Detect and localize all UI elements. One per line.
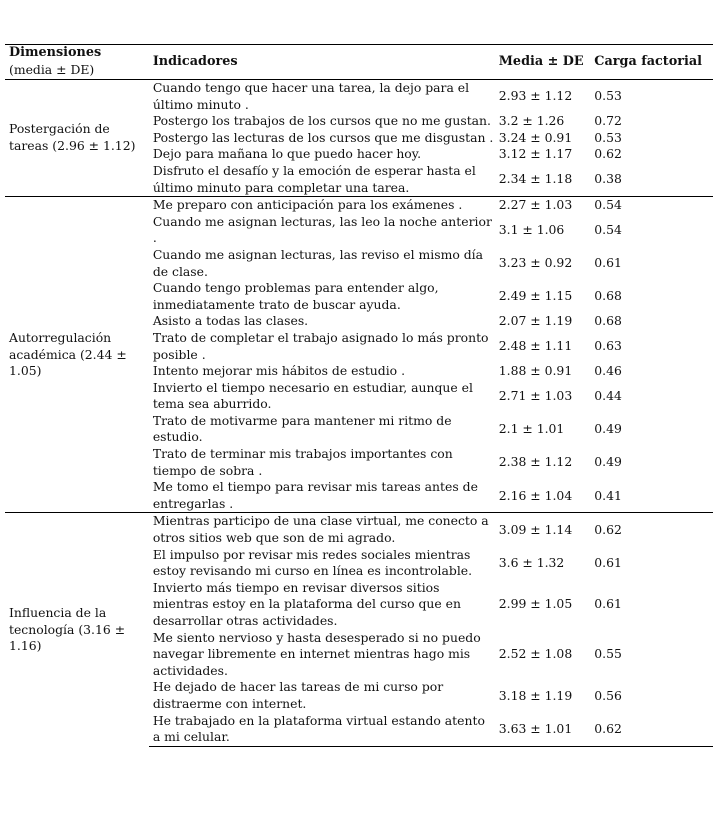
loading-cell: 0.54 <box>590 197 713 214</box>
mean-cell: 2.27 ± 1.03 <box>495 197 591 214</box>
loading-cell: 0.46 <box>594 363 622 379</box>
indicator-cell: Trato de motivarme para mantener mi ritmo de estudio. <box>152 412 452 445</box>
indicator-cell: Cuando me asignan lecturas, las leo la noche anterior . <box>152 213 492 246</box>
header-indicators: Indicadores <box>149 45 495 80</box>
dimension-cell: Influencia de la tecnología (3.16 ± 1.16) <box>5 513 149 746</box>
mean-cell: 3.18 ± 1.19 <box>498 687 573 703</box>
table-row <box>5 197 713 214</box>
indicator-cell: El impulso por revisar mis redes sociales mientras estoy revisando mi curso en línea es incontrolable. <box>152 546 473 579</box>
loading-cell: 0.61 <box>594 554 622 570</box>
mean-cell: 3.63 ± 1.01 <box>495 713 591 747</box>
mean-cell: 2.49 ± 1.15 <box>498 288 573 304</box>
mean-cell: 2.52 ± 1.08 <box>498 646 573 662</box>
header-loading: Carga factorial <box>590 45 713 80</box>
table-row <box>5 513 713 547</box>
mean-cell: 3.6 ± 1.32 <box>498 554 565 570</box>
loading-cell: 0.55 <box>594 646 622 662</box>
indicator-cell: He dejado de hacer las tareas de mi curso por distraerme con internet. <box>152 679 444 711</box>
indicator-cell: Me siento nervioso y hasta desesperado si no puedo navegar libremente en internet mientras hago mis actividades. <box>152 629 481 678</box>
loading-cell: 0.61 <box>594 255 622 271</box>
loading-cell: 0.44 <box>594 387 622 403</box>
loading-cell: 0.62 <box>590 513 713 547</box>
indicator-cell: Asisto a todas las clases. <box>152 313 309 329</box>
loading-cell: 0.62 <box>590 713 713 747</box>
loading-cell: 0.54 <box>594 222 622 238</box>
mean-cell: 3.23 ± 0.92 <box>498 255 573 271</box>
loading-cell: 0.63 <box>594 338 622 354</box>
loading-cell: 0.53 <box>594 129 622 145</box>
loading-cell: 0.41 <box>594 487 622 503</box>
indicator-cell: Invierto el tiempo necesario en estudiar, aunque el tema sea aburrido. <box>152 379 473 412</box>
loading-cell: 0.68 <box>594 288 622 304</box>
indicator-cell: Dejo para mañana lo que puedo hacer hoy. <box>152 146 422 162</box>
dimension-cell: Autorregulación académica (2.44 ± 1.05) <box>5 197 149 513</box>
mean-cell: 2.16 ± 1.04 <box>498 487 573 503</box>
loading-cell: 0.56 <box>594 687 622 703</box>
loading-cell: 0.61 <box>594 596 622 612</box>
loading-cell: 0.38 <box>594 171 622 187</box>
loading-cell: 0.49 <box>594 421 622 437</box>
indicator-cell: Me preparo con anticipación para los exámenes . <box>149 197 495 214</box>
indicator-cell: Invierto más tiempo en revisar diversos sitios mientras estoy en la plataforma del curso que en desarrollar otras actividades. <box>152 579 461 628</box>
header-mean: Media ± DE <box>495 45 591 80</box>
mean-cell: 3.2 ± 1.26 <box>498 113 565 129</box>
indicator-cell: Intento mejorar mis hábitos de estudio . <box>152 363 406 379</box>
mean-cell: 2.1 ± 1.01 <box>498 421 565 437</box>
indicator-cell: Mientras participo de una clase virtual, me conecto a otros sitios web que son de mi agrado. <box>149 513 495 547</box>
mean-cell: 2.93 ± 1.12 <box>495 80 591 114</box>
table-body <box>5 80 713 747</box>
mean-cell: 1.88 ± 0.91 <box>498 363 573 379</box>
indicator-cell: Postergo los trabajos de los cursos que no me gustan. <box>152 113 491 129</box>
mean-cell: 2.48 ± 1.11 <box>498 338 573 354</box>
header-row <box>5 45 713 80</box>
mean-cell: 3.24 ± 0.91 <box>498 129 573 145</box>
indicator-cell: Cuando me asignan lecturas, las reviso el mismo día de clase. <box>152 246 484 279</box>
mean-cell: 2.99 ± 1.05 <box>498 596 573 612</box>
mean-cell: 2.38 ± 1.12 <box>498 454 573 470</box>
indicator-cell: Disfruto el desafío y la emoción de esperar hasta el último minuto para completar una tarea. <box>152 162 476 195</box>
indicator-cell: Trato de completar el trabajo asignado lo más pronto posible . <box>152 329 489 362</box>
header-dim-sub: (media ± DE) <box>9 62 95 77</box>
mean-cell: 3.09 ± 1.14 <box>495 513 591 547</box>
indicator-cell: Trato de terminar mis trabajos importantes con tiempo de sobra . <box>152 446 453 478</box>
indicator-cell: Cuando tengo problemas para entender algo, inmediatamente trato de buscar ayuda. <box>152 280 439 312</box>
mean-cell: 3.1 ± 1.06 <box>498 222 565 238</box>
indicator-cell: He trabajado en la plataforma virtual estando atento a mi celular. <box>149 713 495 747</box>
dimension-cell: Postergación de tareas (2.96 ± 1.12) <box>5 80 149 197</box>
loading-cell: 0.62 <box>594 146 622 162</box>
mean-cell: 2.34 ± 1.18 <box>498 171 573 187</box>
header-dimensions <box>5 45 149 80</box>
loading-cell: 0.49 <box>594 454 622 470</box>
indicator-cell: Cuando tengo que hacer una tarea, la dejo para el último minuto . <box>149 80 495 114</box>
indicator-cell: Postergo las lecturas de los cursos que me disgustan . <box>152 129 494 145</box>
header-dim-label: Dimensiones <box>9 45 102 61</box>
table-row <box>5 80 713 114</box>
mean-cell: 3.12 ± 1.17 <box>498 146 573 162</box>
loading-cell: 0.72 <box>594 113 622 129</box>
loading-cell: 0.53 <box>590 80 713 114</box>
mean-cell: 2.07 ± 1.19 <box>498 313 573 329</box>
loading-cell: 0.68 <box>594 313 622 329</box>
mean-cell: 2.71 ± 1.03 <box>498 387 573 403</box>
indicator-cell: Me tomo el tiempo para revisar mis tareas antes de entregarlas . <box>152 479 478 511</box>
results-table <box>5 44 713 747</box>
